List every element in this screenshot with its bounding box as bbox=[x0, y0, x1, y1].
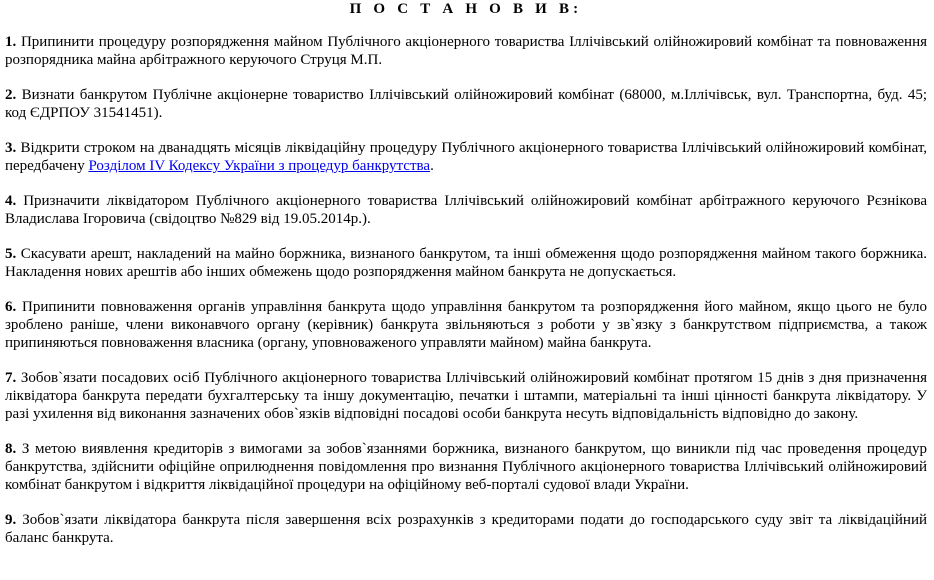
item-number: 6. bbox=[5, 299, 17, 315]
resolution-item-8 bbox=[5, 440, 927, 494]
item-number: 5. bbox=[5, 246, 17, 262]
item-number: 3. bbox=[5, 140, 17, 156]
item-text-tail: . bbox=[430, 158, 434, 174]
resolution-item-9 bbox=[5, 511, 927, 547]
resolution-item-3 bbox=[5, 139, 927, 175]
item-number: 8. bbox=[5, 441, 17, 457]
item-text: Призначити ліквідатором Публічного акціонерного товариства Іллічівський олійножировий комбінат арбітражного керуючого Рєзнікова Владислава Ігоровича (свідоцтво №829 від 19.05.2014р.). bbox=[5, 193, 927, 227]
item-number: 1. bbox=[5, 34, 17, 50]
resolution-item-7 bbox=[5, 369, 927, 423]
resolution-item-2 bbox=[5, 86, 927, 122]
item-text: Відкрити строком на дванадцять місяців ліквідаційну процедуру Публічного акціонерного товариства Іллічівський олійножировий комбінат, передбачену bbox=[5, 140, 928, 174]
item-number: 7. bbox=[5, 370, 17, 386]
item-text: Припинити повноваження органів управління банкрута щодо управління банкрутом та розпорядження його майном, якщо цього не було зроблено раніше, члени виконавчого органу (керівник) банкрута звільняються з роботи у зв`язку з банкрутством підприємства, а також припиняються повноваження власника (органу, уповноваженого управляти майном) майна банкрута. bbox=[5, 299, 928, 351]
resolution-item-5 bbox=[5, 245, 927, 281]
resolution-item-1 bbox=[5, 33, 927, 69]
resolution-heading: П О С Т А Н О В И В: bbox=[349, 1, 583, 17]
document-body bbox=[5, 0, 927, 547]
item-text: Визнати банкрутом Публічне акціонерне товариство Іллічівський олійножировий комбінат (68000, м.Іллічівськ, вул. Транспортна, буд. 45; код ЄДРПОУ 31541451). bbox=[5, 87, 928, 121]
item-text: Зобов`язати ліквідатора банкрута після завершення всіх розрахунків з кредиторами подати до господарського суду звіт та ліквідаційний баланс банкрута. bbox=[5, 512, 928, 546]
item-text: Зобов`язати посадових осіб Публічного акціонерного товариства Іллічівський олійножировий комбінат протягом 15 днів з дня призначення ліквідатора банкрута передати бухгалтерську та іншу документацію, печатки і штампи, матеріальні та інші цінності банкрута ліквідатору. У разі ухилення від виконання зазначених обов`язків відповідні посадові особи банкрута несуть відповідальність відповідно до закону. bbox=[5, 370, 928, 422]
bankruptcy-code-link[interactable]: Розділом IV Кодексу України з процедур банкрутства bbox=[88, 158, 431, 174]
item-text: Скасувати арешт, накладений на майно боржника, визнаного банкрутом, та інші обмеження щодо розпорядження майном такого боржника. Накладення нових арештів або інших обмежень щодо розпорядження майном банкрута не допускається. bbox=[5, 246, 927, 280]
item-number: 2. bbox=[5, 87, 17, 103]
item-number: 4. bbox=[5, 193, 17, 209]
item-number: 9. bbox=[5, 512, 17, 528]
resolution-item-6 bbox=[5, 298, 927, 352]
item-text: З метою виявлення кредиторів з вимогами за зобов`язаннями боржника, визнаного банкрутом, що виникли під час проведення процедур банкрутства, здійснити офіційне оприлюднення повідомлення про визнання Публічного акціонерного товариства Іллічівський олійножировий комбінат банкрутом і відкриття ліквідаційної процедури на офіційному веб-порталі судової влади України. bbox=[5, 441, 928, 493]
item-text: Припинити процедуру розпорядження майном Публічного акціонерного товариства Іллічівський олійножировий комбінат та повноваження розпорядника майна арбітражного керуючого Струця М.П. bbox=[5, 34, 927, 68]
resolution-item-4 bbox=[5, 192, 927, 228]
